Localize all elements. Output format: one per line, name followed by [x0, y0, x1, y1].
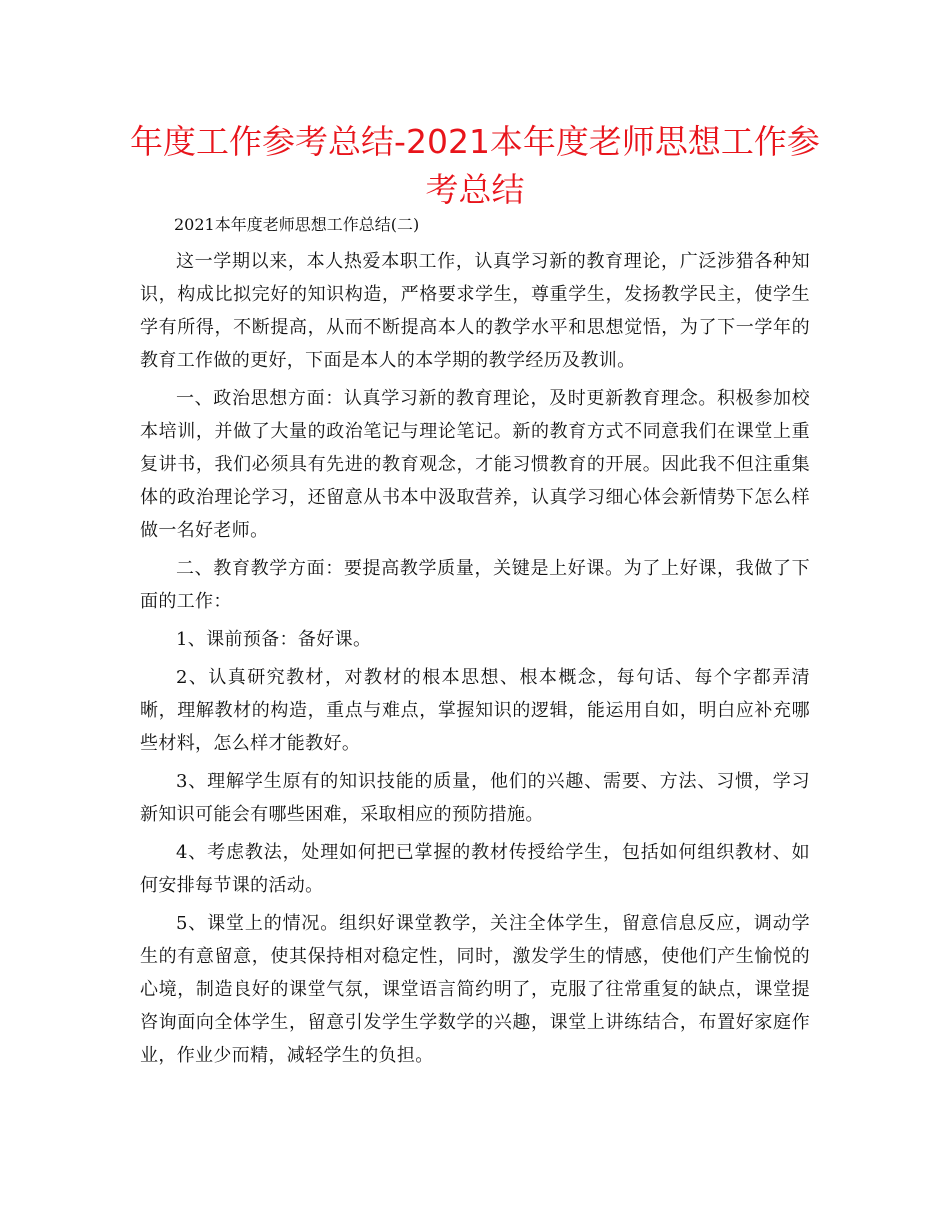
paragraph-intro: 这一学期以来，本人热爱本职工作，认真学习新的教育理论，广泛涉猎各种知识，构成比拟完好的知识构造，严格要求学生，尊重学生，发扬教学民主，使学生学有所得，不断提高，从而不断提高本人的教学水平和思想觉悟，为了下一学年的教育工作做的更好，下面是本人的本学期的教学经历及教训。 [140, 251, 810, 371]
paragraph-item-2: 2、认真研究教材，对教材的根本思想、根本概念，每句话、每个字都弄清晰，理解教材的构造，重点与难点，掌握知识的逻辑，能运用自如，明白应补充哪些材料，怎么样才能教好。 [140, 667, 810, 754]
paragraph-item-5: 5、课堂上的情况。组织好课堂教学，关注全体学生，留意信息反应，调动学生的有意留意，使其保持相对稳定性，同时，激发学生的情感，使他们产生愉悦的心境，制造良好的课堂气氛，课堂语言简约明了，克服了往常重复的缺点，课堂提咨询面向全体学生，留意引发学生学数学的兴趣，课堂上讲练结合，布置好家庭作业，作业少而精，减轻学生的负担。 [140, 913, 810, 1066]
paragraph-teaching: 二、教育教学方面：要提高教学质量，关键是上好课。为了上好课，我做了下面的工作： [140, 558, 810, 612]
paragraph-item-3: 3、理解学生原有的知识技能的质量，他们的兴趣、需要、方法、习惯，学习新知识可能会有哪些困难，采取相应的预防措施。 [140, 771, 810, 825]
document-title: 年度工作参考总结-2021本年度老师思想工作参考总结 [130, 122, 820, 209]
paragraph-political-thought: 一、政治思想方面：认真学习新的教育理论，及时更新教育理念。积极参加校本培训，并做了大量的政治笔记与理论笔记。新的教育方式不同意我们在课堂上重复讲书，我们必须具有先进的教育观念，才能习惯教育的开展。因此我不但注重集体的政治理论学习，还留意从书本中汲取营养，认真学习细心体会新情势下怎么样做一名好老师。 [140, 388, 810, 541]
document-body [140, 210, 810, 1072]
paragraph-item-4: 4、考虑教法，处理如何把已掌握的教材传授给学生，包括如何组织教材、如何安排每节课的活动。 [140, 842, 810, 896]
document-subtitle: 2021本年度老师思想工作总结(二) [174, 215, 420, 234]
paragraph-item-1: 1、课前预备：备好课。 [176, 629, 372, 650]
